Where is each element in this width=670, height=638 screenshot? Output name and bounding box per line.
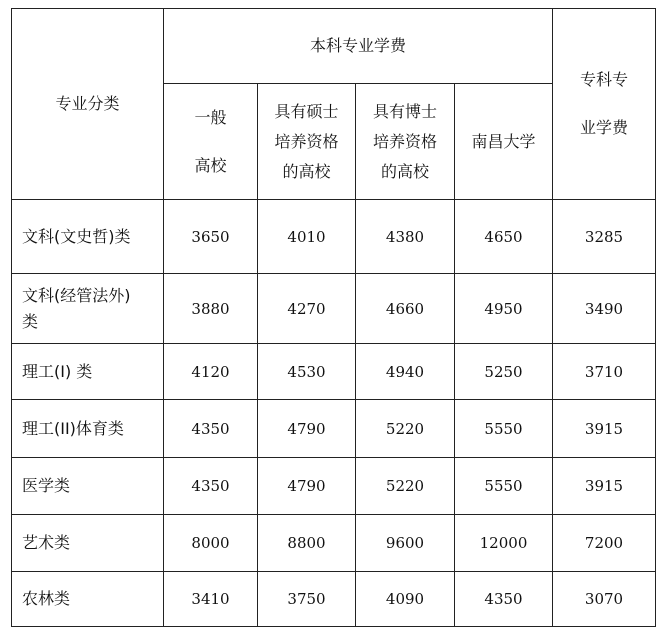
table-row	[12, 400, 656, 458]
subheader-doctoral-college	[356, 84, 455, 200]
fee-cell: 7200	[553, 515, 656, 572]
fee-cell: 3070	[553, 572, 656, 627]
subheader-general-line-1: 一般	[194, 107, 227, 127]
fee-cell: 8800	[258, 515, 356, 572]
fee-cell: 3650	[164, 200, 258, 274]
fee-cell: 12000	[455, 515, 553, 572]
college-fee-header	[553, 9, 656, 200]
subheader-doctoral-line-3: 的高校	[380, 161, 429, 181]
row-category: 艺术类	[12, 515, 164, 572]
row-category: 医学类	[12, 458, 164, 515]
fee-cell: 4660	[356, 274, 455, 344]
fee-cell: 4350	[164, 400, 258, 458]
subheader-doctoral-line-1: 具有博士	[372, 101, 437, 121]
fee-cell: 4530	[258, 344, 356, 400]
fee-cell: 5220	[356, 400, 455, 458]
fee-cell: 3490	[553, 274, 656, 344]
tuition-fee-table	[11, 8, 656, 627]
fee-cell: 4940	[356, 344, 455, 400]
header-row-top	[12, 9, 656, 84]
category-header	[12, 9, 164, 200]
fee-cell: 3285	[553, 200, 656, 274]
row-category: 理工(II)体育类	[12, 400, 164, 458]
fee-cell: 9600	[356, 515, 455, 572]
row-category: 农林类	[12, 572, 164, 627]
subheader-master-college	[258, 84, 356, 200]
subheader-master-line-2: 培养资格	[274, 131, 339, 151]
row-category: 理工(I) 类	[12, 344, 164, 400]
subheader-master-line-1: 具有硕士	[274, 101, 339, 121]
fee-cell: 4010	[258, 200, 356, 274]
fee-cell: 8000	[164, 515, 258, 572]
row-category: 文科(文史哲)类	[12, 200, 164, 274]
fee-cell: 4270	[258, 274, 356, 344]
fee-cell: 5220	[356, 458, 455, 515]
undergrad-fee-label: 本科专业学费	[309, 36, 406, 55]
fee-cell: 3915	[553, 400, 656, 458]
subheader-doctoral-line-2: 培养资格	[372, 131, 437, 151]
fee-cell: 4120	[164, 344, 258, 400]
fee-cell: 4790	[258, 400, 356, 458]
fee-cell: 4350	[164, 458, 258, 515]
undergrad-fee-header	[164, 9, 553, 84]
subheader-nanchang-label: 南昌大学	[471, 131, 536, 151]
category-header-label: 专业分类	[55, 94, 120, 113]
subheader-general-line-2: 高校	[194, 155, 227, 175]
table-row	[12, 572, 656, 627]
fee-cell: 5550	[455, 400, 553, 458]
fee-cell: 4950	[455, 274, 553, 344]
fee-cell: 4650	[455, 200, 553, 274]
fee-cell: 4090	[356, 572, 455, 627]
table-row	[12, 515, 656, 572]
fee-cell: 3410	[164, 572, 258, 627]
fee-cell: 3915	[553, 458, 656, 515]
row-category: 文科(经管法外)类	[12, 274, 164, 344]
fee-cell: 3880	[164, 274, 258, 344]
table-row	[12, 274, 656, 344]
fee-cell: 4790	[258, 458, 356, 515]
fee-cell: 3750	[258, 572, 356, 627]
college-fee-line-1: 专科专	[579, 70, 628, 89]
table-row	[12, 458, 656, 515]
table-row	[12, 344, 656, 400]
fee-cell: 5550	[455, 458, 553, 515]
fee-cell: 4350	[455, 572, 553, 627]
subheader-master-line-3: 的高校	[282, 161, 331, 181]
fee-cell: 5250	[455, 344, 553, 400]
college-fee-line-2: 业学费	[579, 118, 628, 137]
fee-cell: 3710	[553, 344, 656, 400]
subheader-nanchang-university	[455, 84, 553, 200]
subheader-general-college	[164, 84, 258, 200]
fee-cell: 4380	[356, 200, 455, 274]
table-row	[12, 200, 656, 274]
